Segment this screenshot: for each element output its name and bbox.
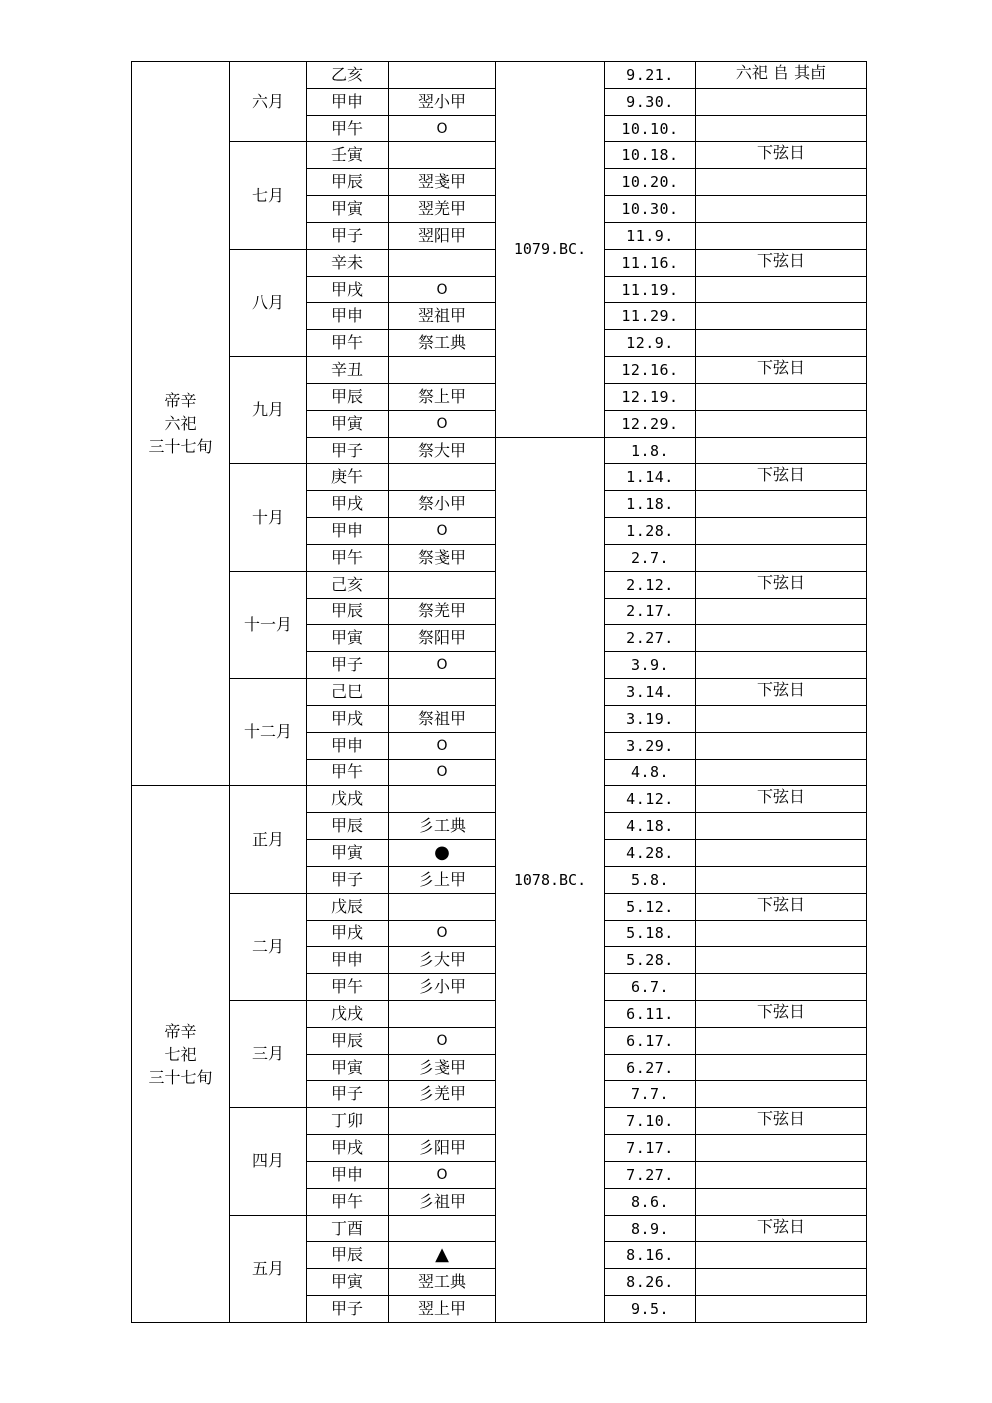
ganzhi-cell: 甲午	[307, 1188, 389, 1215]
note-cell	[696, 410, 867, 437]
date-cell: 2.27.	[605, 625, 696, 652]
month-cell: 六月	[230, 62, 307, 142]
note-cell	[696, 303, 867, 330]
rite-cell: 彡上甲	[389, 866, 496, 893]
note-cell	[696, 866, 867, 893]
table-row	[132, 62, 867, 89]
rite-cell: 祭上甲	[389, 383, 496, 410]
rite-cell: O	[389, 1161, 496, 1188]
month-cell: 七月	[230, 142, 307, 249]
ganzhi-cell: 甲寅	[307, 840, 389, 867]
ganzhi-cell: 甲戌	[307, 491, 389, 518]
ganzhi-cell: 己亥	[307, 571, 389, 598]
rite-cell: 彡祖甲	[389, 1188, 496, 1215]
date-cell: 12.19.	[605, 383, 696, 410]
rite-cell: 彡大甲	[389, 947, 496, 974]
date-cell: 7.10.	[605, 1108, 696, 1135]
ganzhi-cell: 甲戌	[307, 276, 389, 303]
note-cell	[696, 1027, 867, 1054]
note-cell	[696, 115, 867, 142]
date-cell: 4.18.	[605, 813, 696, 840]
rite-cell	[389, 571, 496, 598]
date-cell: 5.12.	[605, 893, 696, 920]
note-cell	[696, 840, 867, 867]
reign-line: 帝辛	[164, 391, 197, 411]
date-cell: 12.29.	[605, 410, 696, 437]
date-cell: 4.28.	[605, 840, 696, 867]
date-cell: 6.27.	[605, 1054, 696, 1081]
ganzhi-cell: 甲午	[307, 115, 389, 142]
note-cell	[696, 759, 867, 786]
note-cell: 下弦日	[696, 571, 867, 598]
month-cell: 十月	[230, 464, 307, 571]
date-cell: 10.18.	[605, 142, 696, 169]
rite-cell: 翌祖甲	[389, 303, 496, 330]
rite-cell: ▲	[389, 1242, 496, 1269]
note-cell: 下弦日	[696, 249, 867, 276]
date-cell: 5.18.	[605, 920, 696, 947]
note-cell: 下弦日	[696, 1215, 867, 1242]
date-cell: 1.18.	[605, 491, 696, 518]
date-cell: 5.28.	[605, 947, 696, 974]
month-cell: 五月	[230, 1215, 307, 1322]
ganzhi-cell: 甲申	[307, 732, 389, 759]
rite-cell: O	[389, 732, 496, 759]
month-cell: 十二月	[230, 679, 307, 786]
date-cell: 4.8.	[605, 759, 696, 786]
date-cell: 8.16.	[605, 1242, 696, 1269]
note-cell: 下弦日	[696, 893, 867, 920]
note-cell: 下弦日	[696, 357, 867, 384]
note-cell	[696, 705, 867, 732]
ganzhi-cell: 甲辰	[307, 383, 389, 410]
month-cell: 二月	[230, 893, 307, 1000]
rite-cell	[389, 62, 496, 89]
date-cell: 12.16.	[605, 357, 696, 384]
ganzhi-cell: 甲子	[307, 222, 389, 249]
ganzhi-cell: 甲申	[307, 303, 389, 330]
rite-cell: 翌上甲	[389, 1296, 496, 1323]
reign-cell	[132, 786, 230, 1323]
ganzhi-cell: 甲午	[307, 330, 389, 357]
month-cell: 三月	[230, 1000, 307, 1107]
rite-cell: 翌羌甲	[389, 196, 496, 223]
ganzhi-cell: 甲子	[307, 1081, 389, 1108]
date-cell: 11.9.	[605, 222, 696, 249]
ganzhi-cell: 甲寅	[307, 410, 389, 437]
rite-cell: 翌戔甲	[389, 169, 496, 196]
date-cell: 2.17.	[605, 598, 696, 625]
month-cell: 正月	[230, 786, 307, 893]
note-cell	[696, 1188, 867, 1215]
note-cell	[696, 276, 867, 303]
rite-cell	[389, 1215, 496, 1242]
month-cell: 四月	[230, 1108, 307, 1215]
ganzhi-cell: 丁卯	[307, 1108, 389, 1135]
rite-cell: 彡小甲	[389, 974, 496, 1001]
reign-line: 三十七旬	[148, 437, 213, 457]
date-cell: 1.8.	[605, 437, 696, 464]
note-cell	[696, 652, 867, 679]
rite-cell: 祭工典	[389, 330, 496, 357]
ganzhi-cell: 乙亥	[307, 62, 389, 89]
ganzhi-cell: 甲子	[307, 652, 389, 679]
note-cell	[696, 88, 867, 115]
note-cell	[696, 598, 867, 625]
reign-line: 三十七旬	[148, 1067, 213, 1087]
rite-cell	[389, 679, 496, 706]
year-cell: 1078.BC.	[496, 437, 605, 1322]
ganzhi-cell: 甲辰	[307, 813, 389, 840]
note-cell	[696, 544, 867, 571]
note-cell	[696, 1296, 867, 1323]
date-cell: 3.29.	[605, 732, 696, 759]
rite-cell: 祭阳甲	[389, 625, 496, 652]
note-cell: 下弦日	[696, 679, 867, 706]
ganzhi-cell: 甲辰	[307, 598, 389, 625]
rite-cell: 祭祖甲	[389, 705, 496, 732]
ganzhi-cell: 辛丑	[307, 357, 389, 384]
ganzhi-cell: 甲寅	[307, 1269, 389, 1296]
rite-cell: O	[389, 759, 496, 786]
note-cell	[696, 222, 867, 249]
note-cell: 六祀 𠂤 其卣	[696, 62, 867, 89]
ganzhi-cell: 甲申	[307, 1161, 389, 1188]
rite-cell	[389, 142, 496, 169]
note-cell	[696, 196, 867, 223]
rite-cell: 翌小甲	[389, 88, 496, 115]
ganzhi-cell: 甲午	[307, 544, 389, 571]
note-cell: 下弦日	[696, 142, 867, 169]
date-cell: 2.12.	[605, 571, 696, 598]
date-cell: 5.8.	[605, 866, 696, 893]
ganzhi-cell: 壬寅	[307, 142, 389, 169]
date-cell: 6.7.	[605, 974, 696, 1001]
ganzhi-cell: 甲子	[307, 437, 389, 464]
ganzhi-cell: 辛未	[307, 249, 389, 276]
date-cell: 11.19.	[605, 276, 696, 303]
ganzhi-cell: 甲戌	[307, 1135, 389, 1162]
date-cell: 3.14.	[605, 679, 696, 706]
note-cell	[696, 1269, 867, 1296]
ganzhi-cell: 戊戌	[307, 786, 389, 813]
date-cell: 8.26.	[605, 1269, 696, 1296]
note-cell	[696, 974, 867, 1001]
rite-cell: O	[389, 115, 496, 142]
note-cell	[696, 491, 867, 518]
ganzhi-cell: 甲申	[307, 518, 389, 545]
year-cell: 1079.BC.	[496, 62, 605, 438]
date-cell: 9.21.	[605, 62, 696, 89]
note-cell	[696, 1242, 867, 1269]
ganzhi-cell: 戊辰	[307, 893, 389, 920]
ganzhi-cell: 甲寅	[307, 1054, 389, 1081]
ganzhi-cell: 甲寅	[307, 196, 389, 223]
date-cell: 1.14.	[605, 464, 696, 491]
date-cell: 6.11.	[605, 1000, 696, 1027]
rite-cell	[389, 893, 496, 920]
ganzhi-cell: 甲子	[307, 1296, 389, 1323]
ganzhi-cell: 甲辰	[307, 1242, 389, 1269]
rite-cell: 祭小甲	[389, 491, 496, 518]
date-cell: 1.28.	[605, 518, 696, 545]
date-cell: 8.6.	[605, 1188, 696, 1215]
ganzhi-cell: 甲戌	[307, 920, 389, 947]
date-cell: 8.9.	[605, 1215, 696, 1242]
note-cell: 下弦日	[696, 1108, 867, 1135]
ganzhi-cell: 甲子	[307, 866, 389, 893]
note-cell: 下弦日	[696, 786, 867, 813]
rite-cell: O	[389, 1027, 496, 1054]
rite-cell: O	[389, 410, 496, 437]
rite-cell: 翌工典	[389, 1269, 496, 1296]
date-cell: 11.29.	[605, 303, 696, 330]
date-cell: 7.27.	[605, 1161, 696, 1188]
date-cell: 3.9.	[605, 652, 696, 679]
date-cell: 11.16.	[605, 249, 696, 276]
note-cell	[696, 330, 867, 357]
date-cell: 9.30.	[605, 88, 696, 115]
date-cell: 10.10.	[605, 115, 696, 142]
month-cell: 八月	[230, 249, 307, 356]
date-cell: 9.5.	[605, 1296, 696, 1323]
rite-cell: 彡羌甲	[389, 1081, 496, 1108]
date-cell: 10.20.	[605, 169, 696, 196]
rite-cell: O	[389, 920, 496, 947]
rite-cell	[389, 1108, 496, 1135]
note-cell	[696, 920, 867, 947]
ganzhi-cell: 己巳	[307, 679, 389, 706]
rite-cell	[389, 464, 496, 491]
date-cell: 3.19.	[605, 705, 696, 732]
rite-cell: 祭大甲	[389, 437, 496, 464]
rite-cell	[389, 1000, 496, 1027]
calendar-body	[132, 62, 867, 1323]
note-cell	[696, 813, 867, 840]
note-cell	[696, 1054, 867, 1081]
ganzhi-cell: 甲申	[307, 88, 389, 115]
rite-cell: 彡阳甲	[389, 1135, 496, 1162]
date-cell: 6.17.	[605, 1027, 696, 1054]
note-cell	[696, 1081, 867, 1108]
note-cell	[696, 169, 867, 196]
rite-cell	[389, 357, 496, 384]
ganzhi-cell: 甲辰	[307, 1027, 389, 1054]
date-cell: 4.12.	[605, 786, 696, 813]
rite-cell	[389, 249, 496, 276]
reign-line: 六祀	[164, 414, 197, 434]
ganzhi-cell: 甲辰	[307, 169, 389, 196]
rite-cell: O	[389, 276, 496, 303]
rite-cell: ●	[389, 840, 496, 867]
note-cell	[696, 518, 867, 545]
calendar-table	[131, 61, 867, 1323]
note-cell	[696, 1135, 867, 1162]
note-cell	[696, 383, 867, 410]
note-cell	[696, 1161, 867, 1188]
date-cell: 7.7.	[605, 1081, 696, 1108]
date-cell: 2.7.	[605, 544, 696, 571]
note-cell	[696, 947, 867, 974]
month-cell: 十一月	[230, 571, 307, 678]
rite-cell: O	[389, 652, 496, 679]
rite-cell	[389, 786, 496, 813]
ganzhi-cell: 甲午	[307, 759, 389, 786]
note-cell	[696, 437, 867, 464]
rite-cell: O	[389, 518, 496, 545]
rite-cell: 祭戔甲	[389, 544, 496, 571]
rite-cell: 祭羌甲	[389, 598, 496, 625]
ganzhi-cell: 丁酉	[307, 1215, 389, 1242]
rite-cell: 彡戔甲	[389, 1054, 496, 1081]
date-cell: 12.9.	[605, 330, 696, 357]
ganzhi-cell: 庚午	[307, 464, 389, 491]
note-cell: 下弦日	[696, 464, 867, 491]
month-cell: 九月	[230, 357, 307, 464]
reign-line: 帝辛	[164, 1021, 197, 1041]
date-cell: 7.17.	[605, 1135, 696, 1162]
ganzhi-cell: 甲申	[307, 947, 389, 974]
reign-cell	[132, 62, 230, 786]
rite-cell: 彡工典	[389, 813, 496, 840]
date-cell: 10.30.	[605, 196, 696, 223]
note-cell	[696, 732, 867, 759]
ganzhi-cell: 甲寅	[307, 625, 389, 652]
note-cell	[696, 625, 867, 652]
ganzhi-cell: 戊戌	[307, 1000, 389, 1027]
rite-cell: 翌阳甲	[389, 222, 496, 249]
ganzhi-cell: 甲戌	[307, 705, 389, 732]
note-cell: 下弦日	[696, 1000, 867, 1027]
reign-line: 七祀	[164, 1044, 197, 1064]
ganzhi-cell: 甲午	[307, 974, 389, 1001]
